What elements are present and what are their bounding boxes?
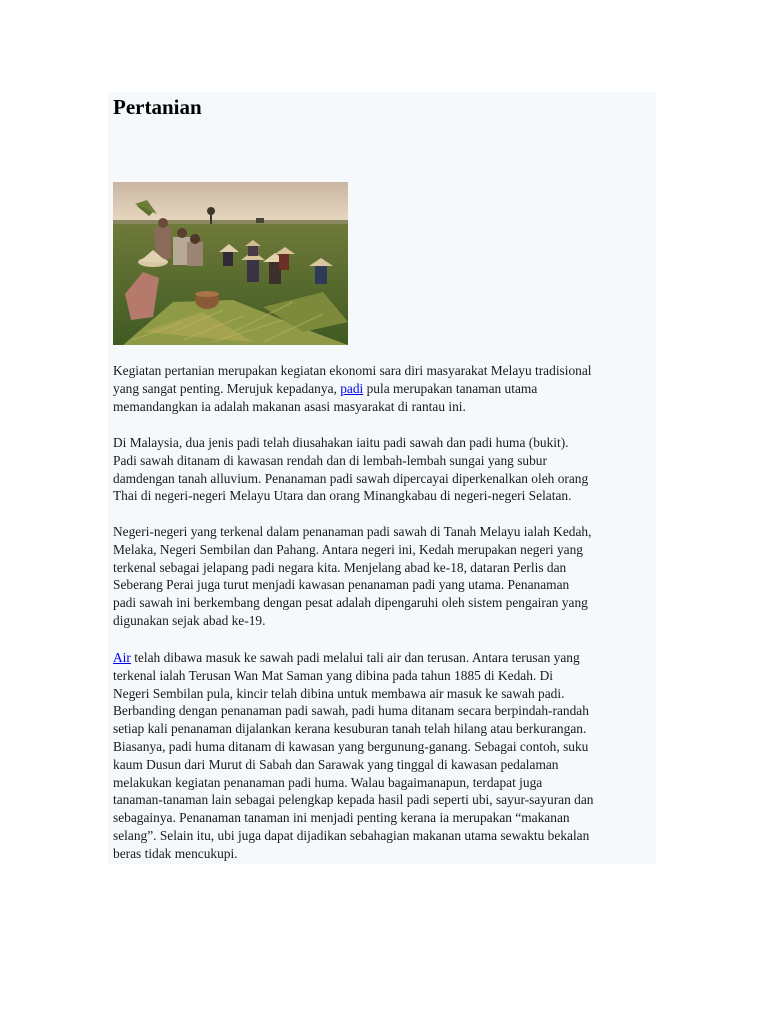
paragraph-line: Padi sawah ditanam di kawasan rendah dan di lembah-lembah sungai yang subur	[113, 452, 547, 468]
paragraph-line: Biasanya, padi huma ditanam di kawasan yang bergunung-ganang. Sebagai contoh, suku	[113, 738, 589, 754]
paragraph-line: damdengan tanah alluvium. Penanaman padi sawah dipercayai diperkenalkan oleh orang	[113, 470, 589, 486]
paragraph-line: melakukan kegiatan penanaman padi huma. Walau bagaimanapun, terdapat juga	[113, 774, 543, 790]
paragraph-line: Negeri Sembilan pula, kincir telah dibina untuk membawa air masuk ke sawah padi.	[113, 685, 565, 701]
paragraph-states	[113, 523, 659, 630]
paragraph-line	[113, 649, 659, 667]
paragraph-line: Di Malaysia, dua jenis padi telah diusahakan iaitu padi sawah dan padi huma (bukit).	[113, 435, 569, 450]
paragraph-line: digunakan sejak abad ke-19.	[113, 612, 266, 628]
paragraph-malaysia	[113, 434, 659, 505]
paragraph-line: tanaman-tanaman lain sebagai pelengkap kepada hasil padi seperti ubi, sayur-sayuran dan	[113, 792, 594, 808]
paragraph-line: sebagainya. Penanaman tanaman ini menjadi penting kerana ia merupakan “makanan	[113, 810, 570, 826]
paragraph-line: Seberang Perai juga turut menjadi kawasan penanaman padi yang utama. Penanaman	[113, 577, 570, 593]
paragraph-line	[113, 380, 659, 398]
paragraph-line: Negeri-negeri yang terkenal dalam penanaman padi sawah di Tanah Melayu ialah Kedah,	[113, 524, 592, 539]
paragraph-line: beras tidak mencukupi.	[113, 845, 238, 861]
line-text: yang sangat penting. Merujuk kepadanya,	[113, 380, 341, 396]
rice-harvest-photo	[113, 182, 348, 345]
paragraph-line: kaum Dusun dari Murut di Sabah dan Sarawak yang tinggal di kawasan pedalaman	[113, 756, 559, 772]
padi-link[interactable]: padi	[340, 380, 364, 396]
air-link[interactable]: Air	[113, 650, 131, 665]
page-title: Pertanian	[113, 95, 202, 119]
paragraph-line: Kegiatan pertanian merupakan kegiatan ekonomi sara diri masyarakat Melayu tradisional	[113, 363, 592, 378]
paragraph-line: Berbanding dengan penanaman padi sawah, padi huma ditanam secara berpindah-randah	[113, 703, 589, 719]
paragraph-line: padi sawah ini berkembang dengan pesat adalah dipengaruhi oleh sistem pengairan yang	[113, 595, 588, 611]
paragraph-line: Thai di negeri-negeri Melayu Utara dan orang Minangkabau di negeri-negeri Selatan.	[113, 488, 572, 504]
paragraph-line: memandangkan ia adalah makanan asasi masyarakat di rantau ini.	[113, 398, 466, 414]
line-text: pula merupakan tanaman utama	[363, 380, 538, 396]
paragraph-line: terkenal ialah Terusan Wan Mat Saman yang dibina pada tahun 1885 di Kedah. Di	[113, 667, 553, 683]
paragraph-line: selang”. Selain itu, ubi juga dapat dijadikan sebahagian makanan utama sewaktu bekalan	[113, 827, 590, 843]
paragraph-irrigation	[113, 649, 659, 863]
paragraph-intro	[113, 362, 659, 415]
paragraph-line: Melaka, Negeri Sembilan dan Pahang. Antara negeri ini, Kedah merupakan negeri yang	[113, 541, 583, 557]
line-text: telah dibawa masuk ke sawah padi melalui tali air dan terusan. Antara terusan yang	[130, 650, 580, 665]
paragraph-line: setiap kali penanaman dijalankan kerana kesuburan tanah telah hilang atau berkurangan.	[113, 721, 587, 737]
paragraph-line: terkenal sebagai jelapang padi negara kita. Menjelang abad ke-18, dataran Perlis dan	[113, 559, 567, 575]
